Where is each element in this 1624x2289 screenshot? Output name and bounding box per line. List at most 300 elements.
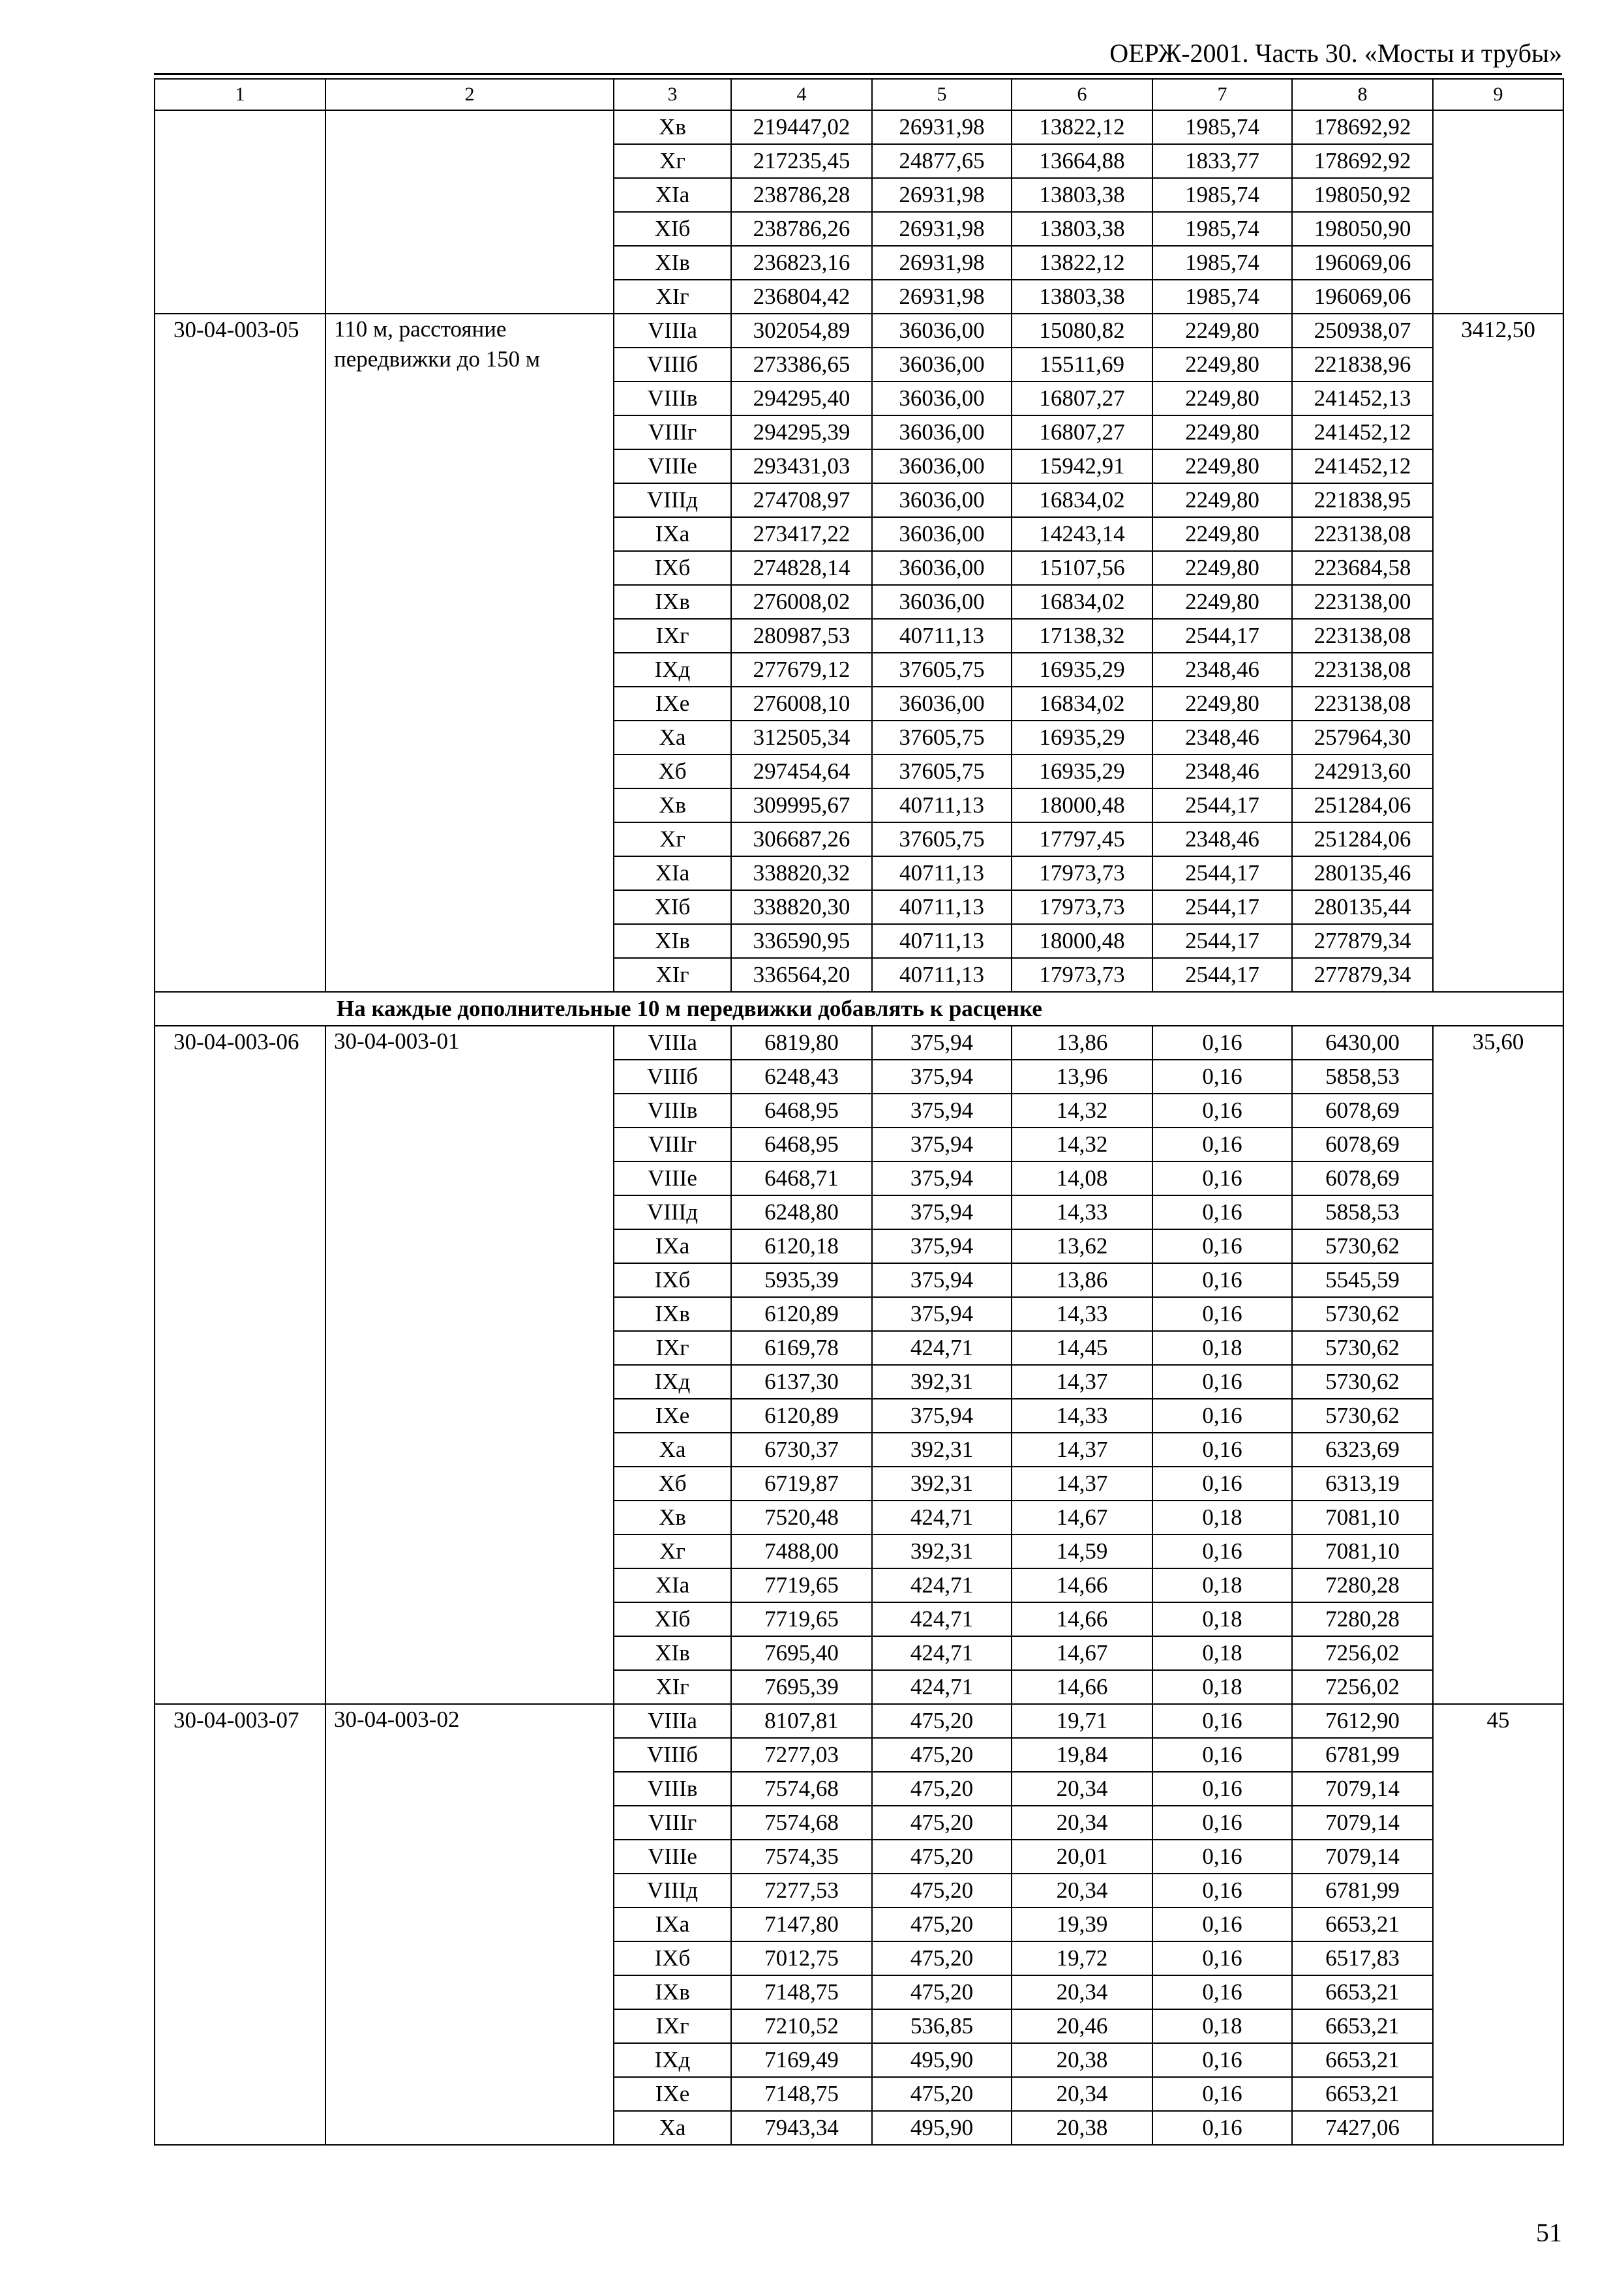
wage-cell: 495,90 (872, 2111, 1012, 2145)
header-divider (154, 73, 1562, 75)
total-cost-cell: 274828,14 (731, 551, 872, 585)
column-number: 1 (155, 79, 325, 110)
materials-cell: 6781,99 (1292, 1874, 1433, 1908)
materials-cell: 223138,08 (1292, 517, 1433, 551)
total-cost-cell: 238786,26 (731, 212, 872, 246)
materials-cell: 6653,21 (1292, 2009, 1433, 2043)
materials-cell: 6653,21 (1292, 1975, 1433, 2009)
materials-cell: 223138,08 (1292, 687, 1433, 721)
materials-cell: 7081,10 (1292, 1501, 1433, 1534)
rates-table-body (155, 79, 1563, 2145)
machine-cost-cell: 14243,14 (1012, 517, 1152, 551)
total-cost-cell: 236804,42 (731, 280, 872, 314)
wage-cell: 40711,13 (872, 856, 1012, 890)
materials-cell: 5858,53 (1292, 1060, 1433, 1094)
rates-table (154, 78, 1564, 2146)
category-cell: VIIIе (614, 1161, 731, 1195)
total-cost-cell: 7169,49 (731, 2043, 872, 2077)
column-number: 8 (1292, 79, 1433, 110)
total-cost-cell: 8107,81 (731, 1704, 872, 1738)
machine-cost-cell: 14,37 (1012, 1365, 1152, 1399)
wage-cell: 37605,75 (872, 822, 1012, 856)
machinist-wage-cell: 2249,80 (1152, 483, 1292, 517)
machine-cost-cell: 16834,02 (1012, 585, 1152, 619)
wage-cell: 375,94 (872, 1297, 1012, 1331)
materials-cell: 6517,83 (1292, 1941, 1433, 1975)
materials-cell: 7427,06 (1292, 2111, 1433, 2145)
category-cell: VIIIв (614, 1094, 731, 1128)
materials-cell: 277879,34 (1292, 958, 1433, 992)
total-cost-cell: 297454,64 (731, 755, 872, 788)
table-row (155, 1704, 1563, 1738)
total-cost-cell: 7574,68 (731, 1772, 872, 1806)
machine-cost-cell: 17138,32 (1012, 619, 1152, 653)
materials-cell: 251284,06 (1292, 822, 1433, 856)
machine-cost-cell: 20,38 (1012, 2111, 1152, 2145)
wage-cell: 36036,00 (872, 687, 1012, 721)
machine-cost-cell: 14,45 (1012, 1331, 1152, 1365)
machinist-wage-cell: 0,16 (1152, 1229, 1292, 1263)
machine-cost-cell: 13,96 (1012, 1060, 1152, 1094)
category-cell: VIIIв (614, 1772, 731, 1806)
materials-cell: 223138,08 (1292, 619, 1433, 653)
table-row (155, 110, 1563, 144)
machinist-wage-cell: 0,16 (1152, 2111, 1292, 2145)
category-cell: Xв (614, 1501, 731, 1534)
materials-cell: 6653,21 (1292, 2077, 1433, 2111)
machinist-wage-cell: 0,16 (1152, 1975, 1292, 2009)
rate-code-cell: 30-04-003-06 (155, 1026, 325, 1704)
category-cell: XIг (614, 280, 731, 314)
machinist-wage-cell: 1985,74 (1152, 246, 1292, 280)
total-cost-cell: 6468,71 (731, 1161, 872, 1195)
category-cell: Xв (614, 110, 731, 144)
category-cell: IXе (614, 1399, 731, 1433)
rate-description-cell (325, 110, 614, 314)
category-cell: VIIIг (614, 415, 731, 449)
machine-cost-cell: 14,33 (1012, 1399, 1152, 1433)
wage-cell: 475,20 (872, 1874, 1012, 1908)
total-cost-cell: 7277,03 (731, 1738, 872, 1772)
machinist-wage-cell: 2544,17 (1152, 788, 1292, 822)
machinist-wage-cell: 1985,74 (1152, 280, 1292, 314)
machine-cost-cell: 13,86 (1012, 1263, 1152, 1297)
total-cost-cell: 6468,95 (731, 1094, 872, 1128)
materials-cell: 5730,62 (1292, 1297, 1433, 1331)
category-cell: IXг (614, 2009, 731, 2043)
machinist-wage-cell: 0,16 (1152, 1060, 1292, 1094)
labor-norm-cell: 45 (1433, 1704, 1563, 2145)
machinist-wage-cell: 0,16 (1152, 1467, 1292, 1501)
total-cost-cell: 6248,80 (731, 1195, 872, 1229)
category-cell: Xa (614, 721, 731, 755)
wage-cell: 424,71 (872, 1501, 1012, 1534)
machinist-wage-cell: 1985,74 (1152, 110, 1292, 144)
wage-cell: 375,94 (872, 1161, 1012, 1195)
category-cell: IXв (614, 1975, 731, 2009)
machine-cost-cell: 17973,73 (1012, 958, 1152, 992)
machinist-wage-cell: 0,16 (1152, 1534, 1292, 1568)
column-number: 7 (1152, 79, 1292, 110)
category-cell: XIв (614, 246, 731, 280)
machine-cost-cell: 19,72 (1012, 1941, 1152, 1975)
wage-cell: 392,31 (872, 1365, 1012, 1399)
wage-cell: 26931,98 (872, 110, 1012, 144)
category-cell: VIIIб (614, 1738, 731, 1772)
total-cost-cell: 6120,18 (731, 1229, 872, 1263)
total-cost-cell: 236823,16 (731, 246, 872, 280)
wage-cell: 424,71 (872, 1670, 1012, 1704)
category-cell: IXб (614, 1263, 731, 1297)
materials-cell: 7280,28 (1292, 1602, 1433, 1636)
total-cost-cell: 6169,78 (731, 1331, 872, 1365)
category-cell: VIIIд (614, 483, 731, 517)
materials-cell: 277879,34 (1292, 924, 1433, 958)
total-cost-cell: 280987,53 (731, 619, 872, 653)
machine-cost-cell: 13,86 (1012, 1026, 1152, 1060)
machine-cost-cell: 20,34 (1012, 2077, 1152, 2111)
category-cell: IXб (614, 1941, 731, 1975)
materials-cell: 241452,12 (1292, 415, 1433, 449)
materials-cell: 5545,59 (1292, 1263, 1433, 1297)
machinist-wage-cell: 0,16 (1152, 1399, 1292, 1433)
materials-cell: 5858,53 (1292, 1195, 1433, 1229)
machinist-wage-cell: 1985,74 (1152, 212, 1292, 246)
materials-cell: 7612,90 (1292, 1704, 1433, 1738)
total-cost-cell: 7719,65 (731, 1568, 872, 1602)
wage-cell: 36036,00 (872, 348, 1012, 382)
machine-cost-cell: 14,33 (1012, 1297, 1152, 1331)
category-cell: IXa (614, 517, 731, 551)
materials-cell: 6430,00 (1292, 1026, 1433, 1060)
total-cost-cell: 6248,43 (731, 1060, 872, 1094)
total-cost-cell: 6137,30 (731, 1365, 872, 1399)
materials-cell: 5730,62 (1292, 1365, 1433, 1399)
category-cell: IXг (614, 619, 731, 653)
wage-cell: 424,71 (872, 1331, 1012, 1365)
machinist-wage-cell: 0,16 (1152, 1941, 1292, 1975)
wage-cell: 475,20 (872, 1908, 1012, 1941)
wage-cell: 475,20 (872, 1840, 1012, 1874)
wage-cell: 375,94 (872, 1195, 1012, 1229)
machinist-wage-cell: 2544,17 (1152, 924, 1292, 958)
category-cell: IXд (614, 653, 731, 687)
total-cost-cell: 219447,02 (731, 110, 872, 144)
total-cost-cell: 294295,39 (731, 415, 872, 449)
total-cost-cell: 273417,22 (731, 517, 872, 551)
total-cost-cell: 6719,87 (731, 1467, 872, 1501)
materials-cell: 178692,92 (1292, 110, 1433, 144)
column-number: 5 (872, 79, 1012, 110)
category-cell: IXб (614, 551, 731, 585)
machinist-wage-cell: 0,18 (1152, 1501, 1292, 1534)
machine-cost-cell: 20,46 (1012, 2009, 1152, 2043)
category-cell: VIIIб (614, 348, 731, 382)
machinist-wage-cell: 2348,46 (1152, 822, 1292, 856)
category-cell: Xб (614, 755, 731, 788)
total-cost-cell: 274708,97 (731, 483, 872, 517)
machine-cost-cell: 15511,69 (1012, 348, 1152, 382)
total-cost-cell: 276008,02 (731, 585, 872, 619)
wage-cell: 375,94 (872, 1128, 1012, 1161)
category-cell: IXa (614, 1908, 731, 1941)
machine-cost-cell: 20,38 (1012, 2043, 1152, 2077)
machinist-wage-cell: 0,16 (1152, 1161, 1292, 1195)
wage-cell: 40711,13 (872, 890, 1012, 924)
wage-cell: 475,20 (872, 1975, 1012, 2009)
category-cell: VIIIб (614, 1060, 731, 1094)
category-cell: Xг (614, 822, 731, 856)
wage-cell: 36036,00 (872, 314, 1012, 348)
wage-cell: 26931,98 (872, 246, 1012, 280)
category-cell: XIб (614, 212, 731, 246)
total-cost-cell: 7719,65 (731, 1602, 872, 1636)
materials-cell: 7280,28 (1292, 1568, 1433, 1602)
machine-cost-cell: 20,34 (1012, 1806, 1152, 1840)
total-cost-cell: 7488,00 (731, 1534, 872, 1568)
materials-cell: 6313,19 (1292, 1467, 1433, 1501)
machinist-wage-cell: 0,16 (1152, 1297, 1292, 1331)
wage-cell: 40711,13 (872, 958, 1012, 992)
category-cell: XIг (614, 958, 731, 992)
machinist-wage-cell: 0,16 (1152, 1433, 1292, 1467)
machine-cost-cell: 14,37 (1012, 1433, 1152, 1467)
machinist-wage-cell: 0,18 (1152, 1636, 1292, 1670)
category-cell: IXд (614, 2043, 731, 2077)
machine-cost-cell: 14,67 (1012, 1501, 1152, 1534)
machine-cost-cell: 14,33 (1012, 1195, 1152, 1229)
wage-cell: 375,94 (872, 1060, 1012, 1094)
materials-cell: 6653,21 (1292, 1908, 1433, 1941)
machine-cost-cell: 15942,91 (1012, 449, 1152, 483)
wage-cell: 495,90 (872, 2043, 1012, 2077)
materials-cell: 6781,99 (1292, 1738, 1433, 1772)
materials-cell: 178692,92 (1292, 144, 1433, 178)
total-cost-cell: 294295,40 (731, 382, 872, 415)
wage-cell: 26931,98 (872, 212, 1012, 246)
total-cost-cell: 6120,89 (731, 1399, 872, 1433)
machinist-wage-cell: 0,16 (1152, 1094, 1292, 1128)
materials-cell: 6323,69 (1292, 1433, 1433, 1467)
machinist-wage-cell: 0,18 (1152, 2009, 1292, 2043)
category-cell: XIг (614, 1670, 731, 1704)
machinist-wage-cell: 0,18 (1152, 1670, 1292, 1704)
rate-description-cell: 110 м, расстояние передвижки до 150 м (325, 314, 614, 992)
total-cost-cell: 217235,45 (731, 144, 872, 178)
total-cost-cell: 6819,80 (731, 1026, 872, 1060)
category-cell: Xб (614, 1467, 731, 1501)
machine-cost-cell: 20,01 (1012, 1840, 1152, 1874)
machinist-wage-cell: 2348,46 (1152, 721, 1292, 755)
materials-cell: 7256,02 (1292, 1670, 1433, 1704)
wage-cell: 36036,00 (872, 415, 1012, 449)
category-cell: VIIIе (614, 1840, 731, 1874)
total-cost-cell: 7012,75 (731, 1941, 872, 1975)
wage-cell: 392,31 (872, 1467, 1012, 1501)
category-cell: VIIIa (614, 1704, 731, 1738)
category-cell: XIв (614, 924, 731, 958)
machine-cost-cell: 17973,73 (1012, 856, 1152, 890)
total-cost-cell: 7148,75 (731, 2077, 872, 2111)
machinist-wage-cell: 2348,46 (1152, 755, 1292, 788)
machine-cost-cell: 13822,12 (1012, 246, 1152, 280)
total-cost-cell: 276008,10 (731, 687, 872, 721)
wage-cell: 375,94 (872, 1094, 1012, 1128)
materials-cell: 7081,10 (1292, 1534, 1433, 1568)
category-cell: IXa (614, 1229, 731, 1263)
category-cell: VIIIе (614, 449, 731, 483)
machinist-wage-cell: 2249,80 (1152, 551, 1292, 585)
wage-cell: 424,71 (872, 1636, 1012, 1670)
machine-cost-cell: 17973,73 (1012, 890, 1152, 924)
materials-cell: 6078,69 (1292, 1094, 1433, 1128)
wage-cell: 36036,00 (872, 517, 1012, 551)
materials-cell: 6078,69 (1292, 1128, 1433, 1161)
column-number-row (155, 79, 1563, 110)
materials-cell: 250938,07 (1292, 314, 1433, 348)
category-cell: XIв (614, 1636, 731, 1670)
wage-cell: 37605,75 (872, 755, 1012, 788)
category-cell: XIa (614, 856, 731, 890)
wage-cell: 424,71 (872, 1602, 1012, 1636)
total-cost-cell: 238786,28 (731, 178, 872, 212)
machine-cost-cell: 14,67 (1012, 1636, 1152, 1670)
machinist-wage-cell: 0,18 (1152, 1602, 1292, 1636)
materials-cell: 7256,02 (1292, 1636, 1433, 1670)
wage-cell: 475,20 (872, 1738, 1012, 1772)
category-cell: VIIIa (614, 314, 731, 348)
category-cell: Xг (614, 1534, 731, 1568)
wage-cell: 36036,00 (872, 551, 1012, 585)
labor-norm-cell: 35,60 (1433, 1026, 1563, 1704)
table-row (155, 314, 1563, 348)
section-title: На каждые дополнительные 10 м передвижки добавлять к расценке (155, 992, 1563, 1026)
machine-cost-cell: 16935,29 (1012, 755, 1152, 788)
wage-cell: 375,94 (872, 1399, 1012, 1433)
machinist-wage-cell: 0,16 (1152, 2077, 1292, 2111)
machinist-wage-cell: 2249,80 (1152, 415, 1292, 449)
wage-cell: 475,20 (872, 1941, 1012, 1975)
total-cost-cell: 338820,30 (731, 890, 872, 924)
machine-cost-cell: 18000,48 (1012, 924, 1152, 958)
machinist-wage-cell: 2544,17 (1152, 890, 1292, 924)
total-cost-cell: 7520,48 (731, 1501, 872, 1534)
page-header-title: ОЕРЖ-2001. Часть 30. «Мосты и трубы» (1109, 38, 1562, 68)
materials-cell: 5730,62 (1292, 1229, 1433, 1263)
wage-cell: 392,31 (872, 1433, 1012, 1467)
machinist-wage-cell: 0,16 (1152, 1738, 1292, 1772)
machinist-wage-cell: 1833,77 (1152, 144, 1292, 178)
total-cost-cell: 6730,37 (731, 1433, 872, 1467)
machine-cost-cell: 20,34 (1012, 1772, 1152, 1806)
machinist-wage-cell: 0,16 (1152, 1874, 1292, 1908)
machinist-wage-cell: 2348,46 (1152, 653, 1292, 687)
category-cell: Xa (614, 2111, 731, 2145)
wage-cell: 37605,75 (872, 653, 1012, 687)
machinist-wage-cell: 0,16 (1152, 1026, 1292, 1060)
materials-cell: 280135,46 (1292, 856, 1433, 890)
materials-cell: 196069,06 (1292, 246, 1433, 280)
wage-cell: 375,94 (872, 1026, 1012, 1060)
rate-description-cell: 30-04-003-02 (325, 1704, 614, 2145)
total-cost-cell: 302054,89 (731, 314, 872, 348)
wage-cell: 536,85 (872, 2009, 1012, 2043)
machine-cost-cell: 14,66 (1012, 1670, 1152, 1704)
machine-cost-cell: 18000,48 (1012, 788, 1152, 822)
category-cell: VIIIд (614, 1874, 731, 1908)
rate-code-cell (155, 110, 325, 314)
wage-cell: 37605,75 (872, 721, 1012, 755)
materials-cell: 242913,60 (1292, 755, 1433, 788)
category-cell: VIIIв (614, 382, 731, 415)
materials-cell: 241452,13 (1292, 382, 1433, 415)
materials-cell: 223138,00 (1292, 585, 1433, 619)
total-cost-cell: 7695,40 (731, 1636, 872, 1670)
machine-cost-cell: 19,84 (1012, 1738, 1152, 1772)
machine-cost-cell: 20,34 (1012, 1874, 1152, 1908)
machinist-wage-cell: 0,16 (1152, 1840, 1292, 1874)
wage-cell: 475,20 (872, 1704, 1012, 1738)
total-cost-cell: 7695,39 (731, 1670, 872, 1704)
machine-cost-cell: 16935,29 (1012, 721, 1152, 755)
machinist-wage-cell: 2544,17 (1152, 856, 1292, 890)
machinist-wage-cell: 0,16 (1152, 1704, 1292, 1738)
machinist-wage-cell: 0,16 (1152, 1365, 1292, 1399)
total-cost-cell: 312505,34 (731, 721, 872, 755)
rate-code-cell: 30-04-003-05 (155, 314, 325, 992)
category-cell: IXв (614, 1297, 731, 1331)
wage-cell: 392,31 (872, 1534, 1012, 1568)
wage-cell: 36036,00 (872, 483, 1012, 517)
machine-cost-cell: 14,59 (1012, 1534, 1152, 1568)
total-cost-cell: 7277,53 (731, 1874, 872, 1908)
labor-norm-cell (1433, 110, 1563, 314)
materials-cell: 241452,12 (1292, 449, 1433, 483)
machine-cost-cell: 14,66 (1012, 1602, 1152, 1636)
materials-cell: 221838,96 (1292, 348, 1433, 382)
category-cell: IXе (614, 2077, 731, 2111)
machine-cost-cell: 17797,45 (1012, 822, 1152, 856)
total-cost-cell: 336590,95 (731, 924, 872, 958)
materials-cell: 7079,14 (1292, 1806, 1433, 1840)
wage-cell: 40711,13 (872, 924, 1012, 958)
materials-cell: 7079,14 (1292, 1772, 1433, 1806)
machine-cost-cell: 14,32 (1012, 1128, 1152, 1161)
section-row (155, 992, 1563, 1026)
wage-cell: 375,94 (872, 1263, 1012, 1297)
category-cell: VIIIд (614, 1195, 731, 1229)
machine-cost-cell: 20,34 (1012, 1975, 1152, 2009)
wage-cell: 475,20 (872, 1806, 1012, 1840)
machinist-wage-cell: 2249,80 (1152, 314, 1292, 348)
column-number: 2 (325, 79, 614, 110)
wage-cell: 24877,65 (872, 144, 1012, 178)
machinist-wage-cell: 0,16 (1152, 1806, 1292, 1840)
machinist-wage-cell: 2249,80 (1152, 449, 1292, 483)
total-cost-cell: 7210,52 (731, 2009, 872, 2043)
machine-cost-cell: 16807,27 (1012, 415, 1152, 449)
total-cost-cell: 293431,03 (731, 449, 872, 483)
wage-cell: 424,71 (872, 1568, 1012, 1602)
machine-cost-cell: 19,39 (1012, 1908, 1152, 1941)
machinist-wage-cell: 2249,80 (1152, 382, 1292, 415)
machine-cost-cell: 14,08 (1012, 1161, 1152, 1195)
machine-cost-cell: 13664,88 (1012, 144, 1152, 178)
wage-cell: 26931,98 (872, 178, 1012, 212)
total-cost-cell: 277679,12 (731, 653, 872, 687)
category-cell: IXг (614, 1331, 731, 1365)
total-cost-cell: 338820,32 (731, 856, 872, 890)
